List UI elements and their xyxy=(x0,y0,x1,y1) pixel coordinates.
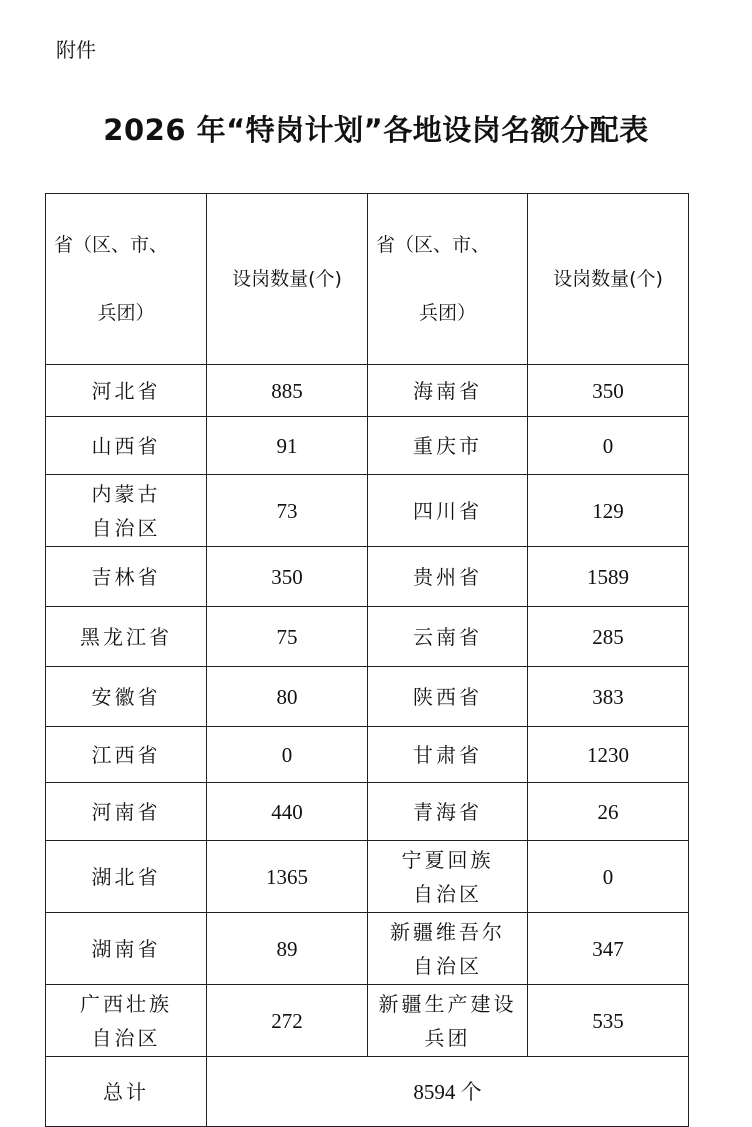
table-row xyxy=(46,783,689,841)
left-count-cell: 0 xyxy=(207,727,368,783)
table-row xyxy=(46,607,689,667)
right-region-cell: 陕西省 xyxy=(368,667,528,727)
table-row xyxy=(46,985,689,1057)
table-row xyxy=(46,475,689,547)
right-region-cell: 云南省 xyxy=(368,607,528,667)
left-count-cell: 440 xyxy=(207,783,368,841)
attachment-label: 附件 xyxy=(56,38,96,62)
right-region-cell: 青海省 xyxy=(368,783,528,841)
right-count-cell: 0 xyxy=(528,841,689,913)
right-count-cell: 1230 xyxy=(528,727,689,783)
right-region-cell: 四川省 xyxy=(368,475,528,547)
table-row xyxy=(46,841,689,913)
table-row xyxy=(46,417,689,475)
right-region-cell: 宁夏回族 自治区 xyxy=(368,841,528,913)
total-label: 总计 xyxy=(46,1057,207,1127)
right-region-cell: 甘肃省 xyxy=(368,727,528,783)
header-region-right-line1: 省（区、市、 xyxy=(376,234,491,256)
left-region-cell: 内蒙古 自治区 xyxy=(46,475,207,547)
left-region-cell: 河南省 xyxy=(46,783,207,841)
table-row xyxy=(46,727,689,783)
table-row xyxy=(46,667,689,727)
table-header-row xyxy=(46,194,689,365)
left-region-cell: 河北省 xyxy=(46,365,207,417)
left-count-cell: 272 xyxy=(207,985,368,1057)
table-row xyxy=(46,365,689,417)
left-count-cell: 73 xyxy=(207,475,368,547)
right-region-cell: 重庆市 xyxy=(368,417,528,475)
left-region-cell: 山西省 xyxy=(46,417,207,475)
left-region-cell: 湖北省 xyxy=(46,841,207,913)
left-region-cell: 安徽省 xyxy=(46,667,207,727)
header-count-left: 设岗数量(个) xyxy=(207,194,368,365)
total-row xyxy=(46,1057,689,1127)
table-row xyxy=(46,547,689,607)
left-count-cell: 80 xyxy=(207,667,368,727)
left-region-cell: 吉林省 xyxy=(46,547,207,607)
right-count-cell: 285 xyxy=(528,607,689,667)
header-region-left-line1: 省（区、市、 xyxy=(54,234,169,256)
left-region-cell: 广西壮族 自治区 xyxy=(46,985,207,1057)
left-count-cell: 885 xyxy=(207,365,368,417)
left-region-cell: 湖南省 xyxy=(46,913,207,985)
document-title: 2026 年“特岗计划”各地设岗名额分配表 xyxy=(103,113,649,147)
right-count-cell: 0 xyxy=(528,417,689,475)
right-region-cell: 海南省 xyxy=(368,365,528,417)
table-row xyxy=(46,913,689,985)
header-region-right-line2: 兵团） xyxy=(418,302,476,324)
right-count-cell: 350 xyxy=(528,365,689,417)
left-count-cell: 91 xyxy=(207,417,368,475)
left-count-cell: 89 xyxy=(207,913,368,985)
right-count-cell: 129 xyxy=(528,475,689,547)
left-region-cell: 江西省 xyxy=(46,727,207,783)
left-region-cell: 黑龙江省 xyxy=(46,607,207,667)
right-region-cell: 新疆维吾尔 自治区 xyxy=(368,913,528,985)
header-region-left xyxy=(46,194,207,365)
header-region-left-line2: 兵团） xyxy=(97,302,155,324)
right-region-cell: 贵州省 xyxy=(368,547,528,607)
allocation-table xyxy=(45,193,689,1127)
right-count-cell: 1589 xyxy=(528,547,689,607)
allocation-table-body xyxy=(46,194,689,1127)
total-value: 8594 个 xyxy=(207,1057,689,1127)
header-region-right xyxy=(368,194,528,365)
right-count-cell: 26 xyxy=(528,783,689,841)
left-count-cell: 1365 xyxy=(207,841,368,913)
right-count-cell: 383 xyxy=(528,667,689,727)
right-region-cell: 新疆生产建设 兵团 xyxy=(368,985,528,1057)
header-count-right: 设岗数量(个) xyxy=(528,194,689,365)
left-count-cell: 350 xyxy=(207,547,368,607)
right-count-cell: 347 xyxy=(528,913,689,985)
right-count-cell: 535 xyxy=(528,985,689,1057)
left-count-cell: 75 xyxy=(207,607,368,667)
